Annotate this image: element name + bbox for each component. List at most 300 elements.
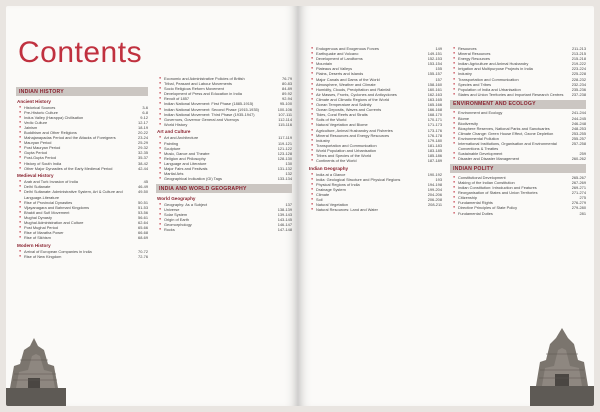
toc-entry-pages: 253-255 — [571, 130, 586, 136]
toc-entry-title: Climate Change: Green House Effect, Ozone Depletion — [458, 130, 554, 136]
bullet-icon: ● — [19, 140, 22, 145]
toc-entry — [156, 227, 292, 232]
bullet-icon: ● — [453, 141, 456, 145]
toc-entry-pages: 170-171 — [427, 117, 442, 123]
toc-column-1 — [16, 84, 148, 259]
bullet-icon: ● — [453, 125, 456, 130]
toc-entry-title: Biosphere Reserves, National Parks and Sanctuaries — [458, 125, 550, 131]
bullet-icon: ● — [159, 140, 162, 145]
bullet-icon: ● — [159, 155, 162, 160]
bullet-icon: ● — [311, 202, 314, 207]
toc-entry-pages: 3-6 — [142, 104, 148, 110]
bullet-icon: ● — [19, 204, 22, 209]
toc-entry-pages: 257-258 — [571, 141, 586, 146]
toc-entry-title: Fundamental Duties — [458, 210, 493, 216]
toc-entry — [450, 156, 586, 161]
toc-entry-pages: 12-17 — [138, 119, 148, 125]
left-page — [6, 6, 298, 406]
toc-entry-title: Buddhism and Other Religions — [24, 129, 77, 135]
toc-entry-title: Post Mughal Period — [24, 225, 58, 231]
toc-entry-title: Plateaus and Valleys — [316, 66, 353, 72]
toc-entry-title: Reorganisation of States and Union Territories — [458, 190, 538, 196]
bullet-icon: ● — [311, 122, 314, 127]
toc-entry-pages: 193 — [435, 176, 442, 182]
bullet-icon: ● — [311, 107, 314, 112]
toc-entry-title: States and Union Territories and Important Research Centres — [458, 91, 564, 97]
toc-entry-pages: 232-234 — [571, 81, 586, 87]
bullet-icon: ● — [19, 124, 22, 129]
toc-entry-title: Major Canals and Dams of the World — [316, 76, 380, 82]
toc-entry-title: Disaster and Disaster Management — [458, 156, 519, 162]
bullet-icon: ● — [19, 214, 22, 219]
bullet-icon: ● — [453, 86, 456, 91]
bullet-icon: ● — [19, 114, 22, 119]
toc-entry-pages: 155-157 — [427, 71, 442, 77]
bullet-icon: ● — [311, 142, 314, 147]
bullet-icon: ● — [311, 61, 314, 66]
toc-entry-pages: 50-51 — [138, 199, 148, 205]
bullet-icon: ● — [453, 185, 456, 190]
toc-entry-pages: 213-215 — [571, 51, 586, 57]
bullet-icon: ● — [453, 115, 456, 120]
bullet-icon: ● — [19, 129, 22, 134]
toc-entry-pages: 45 — [143, 179, 148, 185]
toc-entry-title: World Population and Urbanisation — [316, 147, 377, 153]
temple-illustration-left — [6, 336, 66, 406]
toc-entry-title: Mughal Administration and Culture — [24, 219, 84, 225]
bullet-icon: ● — [311, 176, 314, 181]
toc-entry-title: Climate — [316, 192, 330, 198]
toc-column-2 — [156, 76, 292, 232]
subsection-heading: Art and Culture — [157, 129, 191, 135]
toc-entry-pages: 246-248 — [571, 120, 586, 126]
toc-entry-title: Martial Arts — [164, 171, 184, 177]
toc-entry-pages: 76-79 — [282, 76, 292, 81]
bullet-icon: ● — [453, 195, 456, 200]
bullet-icon: ● — [453, 81, 456, 86]
toc-entry-title: Resources — [458, 46, 477, 51]
toc-entry-pages: 271-274 — [571, 190, 586, 196]
toc-entry-title: Environmental Pollution — [458, 135, 499, 141]
bullet-icon: ● — [159, 76, 162, 80]
toc-entry-pages: 9-12 — [140, 114, 148, 120]
bullet-icon: ● — [453, 91, 456, 96]
toc-entry-title: Mineral Resources — [458, 51, 491, 57]
toc-entry-title: Bhakti and Sufi Movement — [24, 209, 70, 215]
toc-entry-pages: 219-222 — [571, 61, 586, 67]
toc-entry-title: International Institutions, Organisation and Environmental Conventions & Treaties — [458, 141, 557, 152]
toc-entry-title: History of South India — [24, 160, 62, 166]
bullet-icon: ● — [159, 86, 162, 91]
toc-entry-title: Geography: As a Subject — [164, 201, 208, 207]
bullet-icon: ● — [159, 201, 162, 206]
bullet-icon: ● — [311, 51, 314, 56]
bullet-icon: ● — [159, 166, 162, 170]
toc-entry-title: Indian Constitution: Introduction and Features — [458, 185, 537, 191]
toc-entry-title: Transportation and Communication — [316, 142, 377, 148]
toc-entry-title: Making of the Indian Constitution — [458, 179, 515, 185]
toc-entry-title: Soils of the World — [316, 117, 347, 123]
bullet-icon: ● — [19, 199, 22, 204]
toc-entry-pages: 281 — [579, 210, 586, 216]
toc-entry — [450, 211, 586, 216]
toc-entry-title: Music, Dance and Theatre — [164, 150, 210, 156]
toc-entry-title: Endogenous and Exogenous Forces — [316, 46, 379, 51]
bullet-icon: ● — [453, 151, 456, 156]
toc-entry-pages: 255-257 — [571, 135, 586, 141]
toc-entry-title: Jainism — [24, 124, 38, 130]
subsection-heading: Medieval History — [17, 173, 54, 179]
toc-entry-title: Rise of Provincial Dynasties — [24, 199, 73, 205]
bullet-icon: ● — [311, 91, 314, 96]
toc-entry-pages: 72-76 — [138, 253, 148, 259]
subsection-heading: Indian Geography — [309, 165, 349, 171]
toc-entry-title: Painting — [164, 140, 179, 146]
toc-entry-pages: 165-166 — [427, 102, 442, 108]
toc-entry-title: Drainage System — [316, 186, 346, 192]
toc-entry-pages: 68-69 — [138, 235, 148, 241]
toc-entry-pages: 92-94 — [282, 96, 292, 102]
toc-entry-title: Tides, Coral Reefs and Straits — [316, 112, 368, 118]
toc-entry-title: Gupta Period — [24, 150, 47, 156]
toc-entry-pages: 20-22 — [138, 129, 148, 135]
toc-entry-pages: 265-267 — [571, 174, 586, 180]
toc-entry-title: Pre-Historic Culture — [24, 109, 58, 115]
toc-entry-pages: 128-130 — [277, 155, 292, 161]
toc-entry-title: Population of India and Urbanisation — [458, 86, 521, 92]
bullet-icon: ● — [453, 76, 456, 81]
right-page — [298, 6, 594, 406]
bullet-icon: ● — [453, 71, 456, 76]
toc-entry-title: Socio Religious Reform Movement — [164, 86, 224, 92]
toc-entry-pages: 181-183 — [427, 142, 442, 148]
bullet-icon: ● — [311, 171, 314, 176]
toc-entry-title: Biodiversity — [458, 120, 478, 126]
toc-entry-title: Environment and Ecology — [458, 110, 503, 116]
toc-entry-pages: 121-122 — [277, 145, 292, 151]
subsection-heading: Ancient History — [17, 98, 51, 104]
bullet-icon: ● — [19, 135, 22, 140]
toc-entry-pages: 56-61 — [138, 214, 148, 220]
subsection-heading: World Geography — [157, 195, 196, 201]
toc-entry-pages: 38-42 — [138, 160, 148, 166]
toc-entry-pages: 89-92 — [282, 91, 292, 97]
toc-entry-title: Tribes and Species of the World — [316, 152, 372, 158]
toc-entry-pages: 152-153 — [427, 56, 442, 62]
bullet-icon: ● — [453, 130, 456, 135]
toc-entry-pages: 35-37 — [138, 155, 148, 161]
bullet-icon: ● — [19, 230, 22, 235]
toc-entry-pages: 131-132 — [277, 166, 292, 171]
toc-entry-title: Other Major Dynasties of the Early Medieval Period — [24, 165, 113, 171]
bullet-icon: ● — [19, 104, 22, 109]
bullet-icon: ● — [453, 61, 456, 66]
toc-entry-title: Energy Resources — [458, 56, 491, 62]
temple-illustration-right — [530, 326, 594, 406]
toc-entry — [450, 92, 586, 97]
bullet-icon: ● — [311, 147, 314, 152]
bullet-icon: ● — [311, 132, 314, 137]
toc-entry-title: Indian National Movement: Second Phase (1915-1935) — [164, 106, 259, 112]
toc-entry-pages: 241-244 — [571, 110, 586, 116]
toc-entry-title: World History — [164, 121, 188, 127]
toc-entry-pages: 190-192 — [427, 171, 442, 177]
toc-entry-title: Air Masses, Fronts, Cyclones and Anticyclones — [316, 91, 397, 97]
toc-entry-pages: 49-50 — [138, 189, 148, 195]
toc-entry-title: Indian National Movement: Third Phase (1935-1947) — [164, 111, 255, 117]
toc-entry-pages: 18-19 — [138, 124, 148, 130]
bullet-icon: ● — [159, 135, 162, 140]
toc-entry — [16, 254, 148, 259]
toc-entry-title: Sustainable Development — [458, 151, 503, 157]
bullet-icon: ● — [19, 209, 22, 214]
bullet-icon: ● — [159, 101, 162, 106]
section-heading: INDIA AND WORLD GEOGRAPHY — [156, 184, 292, 193]
toc-entry-title: Natural Vegetation and Biome — [316, 122, 368, 128]
toc-entry-pages: 25-29 — [138, 140, 148, 146]
bullet-icon: ● — [19, 189, 22, 194]
toc-entry-pages: 138-139 — [277, 206, 292, 212]
toc-entry-title: Governors, Governor General and Viceroys — [164, 116, 239, 122]
toc-entry-pages: 155 — [435, 66, 442, 72]
toc-entry-pages: 66-68 — [138, 230, 148, 236]
bullet-icon: ● — [159, 106, 162, 111]
bullet-icon: ● — [311, 207, 314, 212]
toc-entry-pages: 276-279 — [571, 200, 586, 206]
bullet-icon: ● — [311, 96, 314, 101]
bullet-icon: ● — [19, 248, 22, 253]
toc-entry-pages: 112-114 — [278, 116, 292, 122]
toc-entry-title: Geographical Indication (GI) Tags — [164, 176, 222, 182]
toc-entry-title: Universe — [164, 206, 180, 212]
toc-entry-title: Revolt of 1857 — [164, 96, 190, 102]
toc-entry-pages: 176-178 — [427, 132, 442, 138]
toc-entry-title: Industry — [458, 71, 472, 77]
toc-entry-title: Art and Architecture — [164, 135, 199, 141]
toc-entry-pages: 29-32 — [138, 145, 148, 151]
bullet-icon: ● — [19, 119, 22, 124]
toc-entry-pages: 194-198 — [427, 181, 442, 187]
section-heading: INDIAN POLITY — [450, 164, 586, 173]
bullet-icon: ● — [311, 158, 314, 163]
toc-entry-title: Mahajanapadas Period and the Attacks of Foreigners — [24, 135, 116, 141]
toc-entry-pages: 163-165 — [427, 96, 442, 102]
toc-entry-pages: 46-49 — [138, 184, 148, 190]
bullet-icon: ● — [453, 135, 456, 140]
toc-entry-pages: 6-8 — [142, 109, 148, 115]
bullet-icon: ● — [453, 46, 456, 50]
toc-entry-pages: 260-262 — [571, 156, 586, 162]
toc-entry-pages: 275 — [579, 195, 586, 201]
bullet-icon: ● — [453, 190, 456, 195]
toc-entry-title: Rocks — [164, 227, 175, 233]
toc-entry-title: Rise of Maratha Power — [24, 230, 64, 236]
toc-entry-pages: 95-100 — [279, 101, 292, 107]
bullet-icon: ● — [311, 76, 314, 81]
toc-entry-title: Industry — [316, 137, 330, 143]
toc-entry-pages: 65-66 — [138, 225, 148, 231]
bullet-icon: ● — [311, 117, 314, 122]
bullet-icon: ● — [159, 91, 162, 96]
bullet-icon: ● — [311, 127, 314, 132]
toc-entry-title: India at a Glance — [316, 171, 346, 177]
toc-entry-title: Development of Press and Education in India — [164, 91, 242, 97]
toc-entry-title: Directive Principles of State Policy — [458, 205, 518, 211]
toc-entry-title: Mughal Dynasty — [24, 214, 52, 220]
bullet-icon: ● — [453, 56, 456, 61]
toc-entry-title: Transportation and Communication — [458, 76, 519, 82]
bullet-icon: ● — [159, 206, 162, 211]
toc-entry-pages: 137 — [285, 201, 292, 207]
toc-entry-pages: 211-213 — [572, 46, 586, 51]
bullet-icon: ● — [19, 109, 22, 114]
toc-entry-title: Biome — [458, 115, 470, 121]
bullet-icon: ● — [159, 150, 162, 155]
bullet-icon: ● — [311, 102, 314, 107]
toc-entry-title: Delhi Sultanate: Administrative System, Art & Culture and Language-Literature — [24, 189, 123, 200]
toc-entry-title: Delhi Sultanate — [24, 184, 51, 190]
toc-entry-pages: 139-143 — [277, 211, 292, 217]
toc-entry-title: Vedic Culture — [24, 119, 48, 125]
bullet-icon: ● — [159, 111, 162, 116]
toc-entry-pages: 225-228 — [571, 71, 586, 77]
toc-entry — [156, 122, 292, 127]
bullet-icon: ● — [159, 81, 162, 86]
bullet-icon: ● — [19, 253, 22, 258]
toc-entry-pages: 199-204 — [427, 186, 442, 192]
bullet-icon: ● — [159, 171, 162, 176]
bullet-icon: ● — [159, 222, 162, 227]
bullet-icon: ● — [159, 176, 162, 181]
toc-entry-pages: 248-253 — [571, 125, 586, 131]
toc-entry-pages: 149 — [435, 46, 442, 51]
bullet-icon: ● — [453, 51, 456, 56]
bullet-icon: ● — [159, 96, 162, 101]
toc-entry-pages: 146-147 — [277, 222, 292, 228]
toc-entry-pages: 215-218 — [571, 56, 586, 62]
toc-entry-title: Earthquake and Volcano — [316, 51, 359, 57]
toc-entry-pages: 173-176 — [427, 127, 442, 133]
bullet-icon: ● — [311, 186, 314, 191]
toc-entry-title: Religion and Philosophy — [164, 155, 206, 161]
bullet-icon: ● — [311, 112, 314, 117]
bullet-icon: ● — [311, 56, 314, 61]
toc-entry-pages: 147-148 — [277, 227, 292, 233]
toc-entry-pages: 279-280 — [571, 205, 586, 211]
bullet-icon: ● — [159, 160, 162, 165]
bullet-icon: ● — [453, 210, 456, 215]
toc-entry — [308, 158, 442, 163]
toc-entry-title: Soil — [316, 197, 323, 203]
bullet-icon: ● — [311, 81, 314, 86]
toc-entry — [16, 189, 148, 199]
toc-entry-title: Vijayanagara and Bahmani Kingdoms — [24, 204, 90, 210]
bullet-icon: ● — [453, 110, 456, 115]
toc-entry-title: Ocean Deposits, Waves and Currents — [316, 107, 382, 113]
toc-entry-pages: 80-83 — [282, 81, 292, 87]
toc-entry-title: Major Fairs and Festivals — [164, 166, 208, 171]
toc-entry-pages: 23-24 — [138, 135, 148, 141]
toc-entry-pages: 42-44 — [138, 165, 148, 171]
toc-entry — [16, 235, 148, 240]
bullet-icon: ● — [159, 211, 162, 216]
page-title: Contents — [18, 36, 143, 69]
bullet-icon: ● — [311, 86, 314, 91]
subsection-heading: Modern History — [17, 242, 51, 248]
bullet-icon: ● — [159, 227, 162, 232]
toc-entry-pages: 70-72 — [138, 248, 148, 254]
toc-entry-pages: 267-269 — [571, 179, 586, 185]
toc-entry-title: Mineral Resources and Energy Resources — [316, 132, 390, 138]
toc-entry — [16, 166, 148, 171]
bullet-icon: ● — [311, 137, 314, 142]
toc-entry-pages: 206-208 — [427, 197, 442, 203]
toc-entry-pages: 117-119 — [278, 135, 292, 141]
toc-entry-title: Natural Vegetation — [316, 202, 349, 208]
toc-entry-pages: 259 — [579, 151, 586, 157]
toc-entry-title: Continents of the World — [316, 158, 357, 164]
bullet-icon: ● — [19, 179, 22, 184]
toc-entry-pages: 62-64 — [138, 219, 148, 225]
bullet-icon: ● — [453, 200, 456, 205]
toc-entry-title: Agriculture, Animal Husbandry and Fisheries — [316, 127, 393, 133]
toc-entry-pages: 153-154 — [427, 61, 442, 67]
toc-entry-pages: 123-128 — [277, 150, 292, 156]
toc-entry-title: Atmosphere, Weather and Climate — [316, 81, 376, 87]
toc-entry-pages: 235-236 — [571, 86, 586, 92]
toc-entry-title: Ocean Temperature and Salinity — [316, 102, 372, 108]
bullet-icon: ● — [453, 120, 456, 125]
toc-entry-pages: 183-185 — [427, 147, 442, 153]
toc-entry-title: Species and Tribes — [458, 81, 492, 87]
toc-entry-title: Language and Literature — [164, 160, 207, 166]
toc-entry-title: Rise of New Kingdom — [24, 253, 62, 259]
toc-entry-pages: 107-111 — [278, 111, 292, 117]
toc-entry-title: Indian National Movement: First Phase (1885-1915) — [164, 101, 254, 107]
bullet-icon: ● — [453, 156, 456, 161]
toc-entry-pages: 228-232 — [571, 76, 586, 82]
toc-entry-title: Indian Agriculture and Animal Husbandry — [458, 61, 529, 67]
toc-entry-pages: 179-180 — [427, 137, 442, 143]
toc-entry-title: Origin of Earth — [164, 217, 190, 223]
toc-entry-title: Post Mauryan Period — [24, 145, 61, 151]
toc-entry-pages: 166-168 — [427, 107, 442, 113]
toc-entry-pages: 149-151 — [427, 51, 442, 57]
toc-entry-title: Mountain — [316, 61, 333, 67]
toc-entry-title: Constitutional Development — [458, 174, 506, 180]
toc-entry — [308, 207, 442, 212]
toc-entry-pages: 223-224 — [571, 66, 586, 72]
bullet-icon: ● — [19, 165, 22, 170]
toc-entry-title: India: Geological Structure and Physical Regions — [316, 176, 401, 182]
bullet-icon: ● — [311, 66, 314, 71]
toc-entry-pages: 119-121 — [278, 140, 292, 146]
toc-entry-title: Historical Sources — [24, 104, 56, 110]
toc-entry-pages: 84-89 — [282, 86, 292, 92]
bullet-icon: ● — [311, 192, 314, 197]
toc-entry-pages: 100-106 — [277, 106, 292, 112]
toc-entry-title: Climate and Climatic Regions of the World — [316, 96, 390, 102]
bullet-icon: ● — [19, 235, 22, 240]
bullet-icon: ● — [19, 225, 22, 230]
bullet-icon: ● — [453, 174, 456, 179]
toc-entry-title: Solar System — [164, 211, 188, 217]
bullet-icon: ● — [311, 197, 314, 202]
toc-entry-pages: 133-134 — [277, 176, 292, 182]
toc-entry-title: Fundamental Rights — [458, 200, 493, 206]
bullet-icon: ● — [19, 145, 22, 150]
bullet-icon: ● — [311, 152, 314, 157]
